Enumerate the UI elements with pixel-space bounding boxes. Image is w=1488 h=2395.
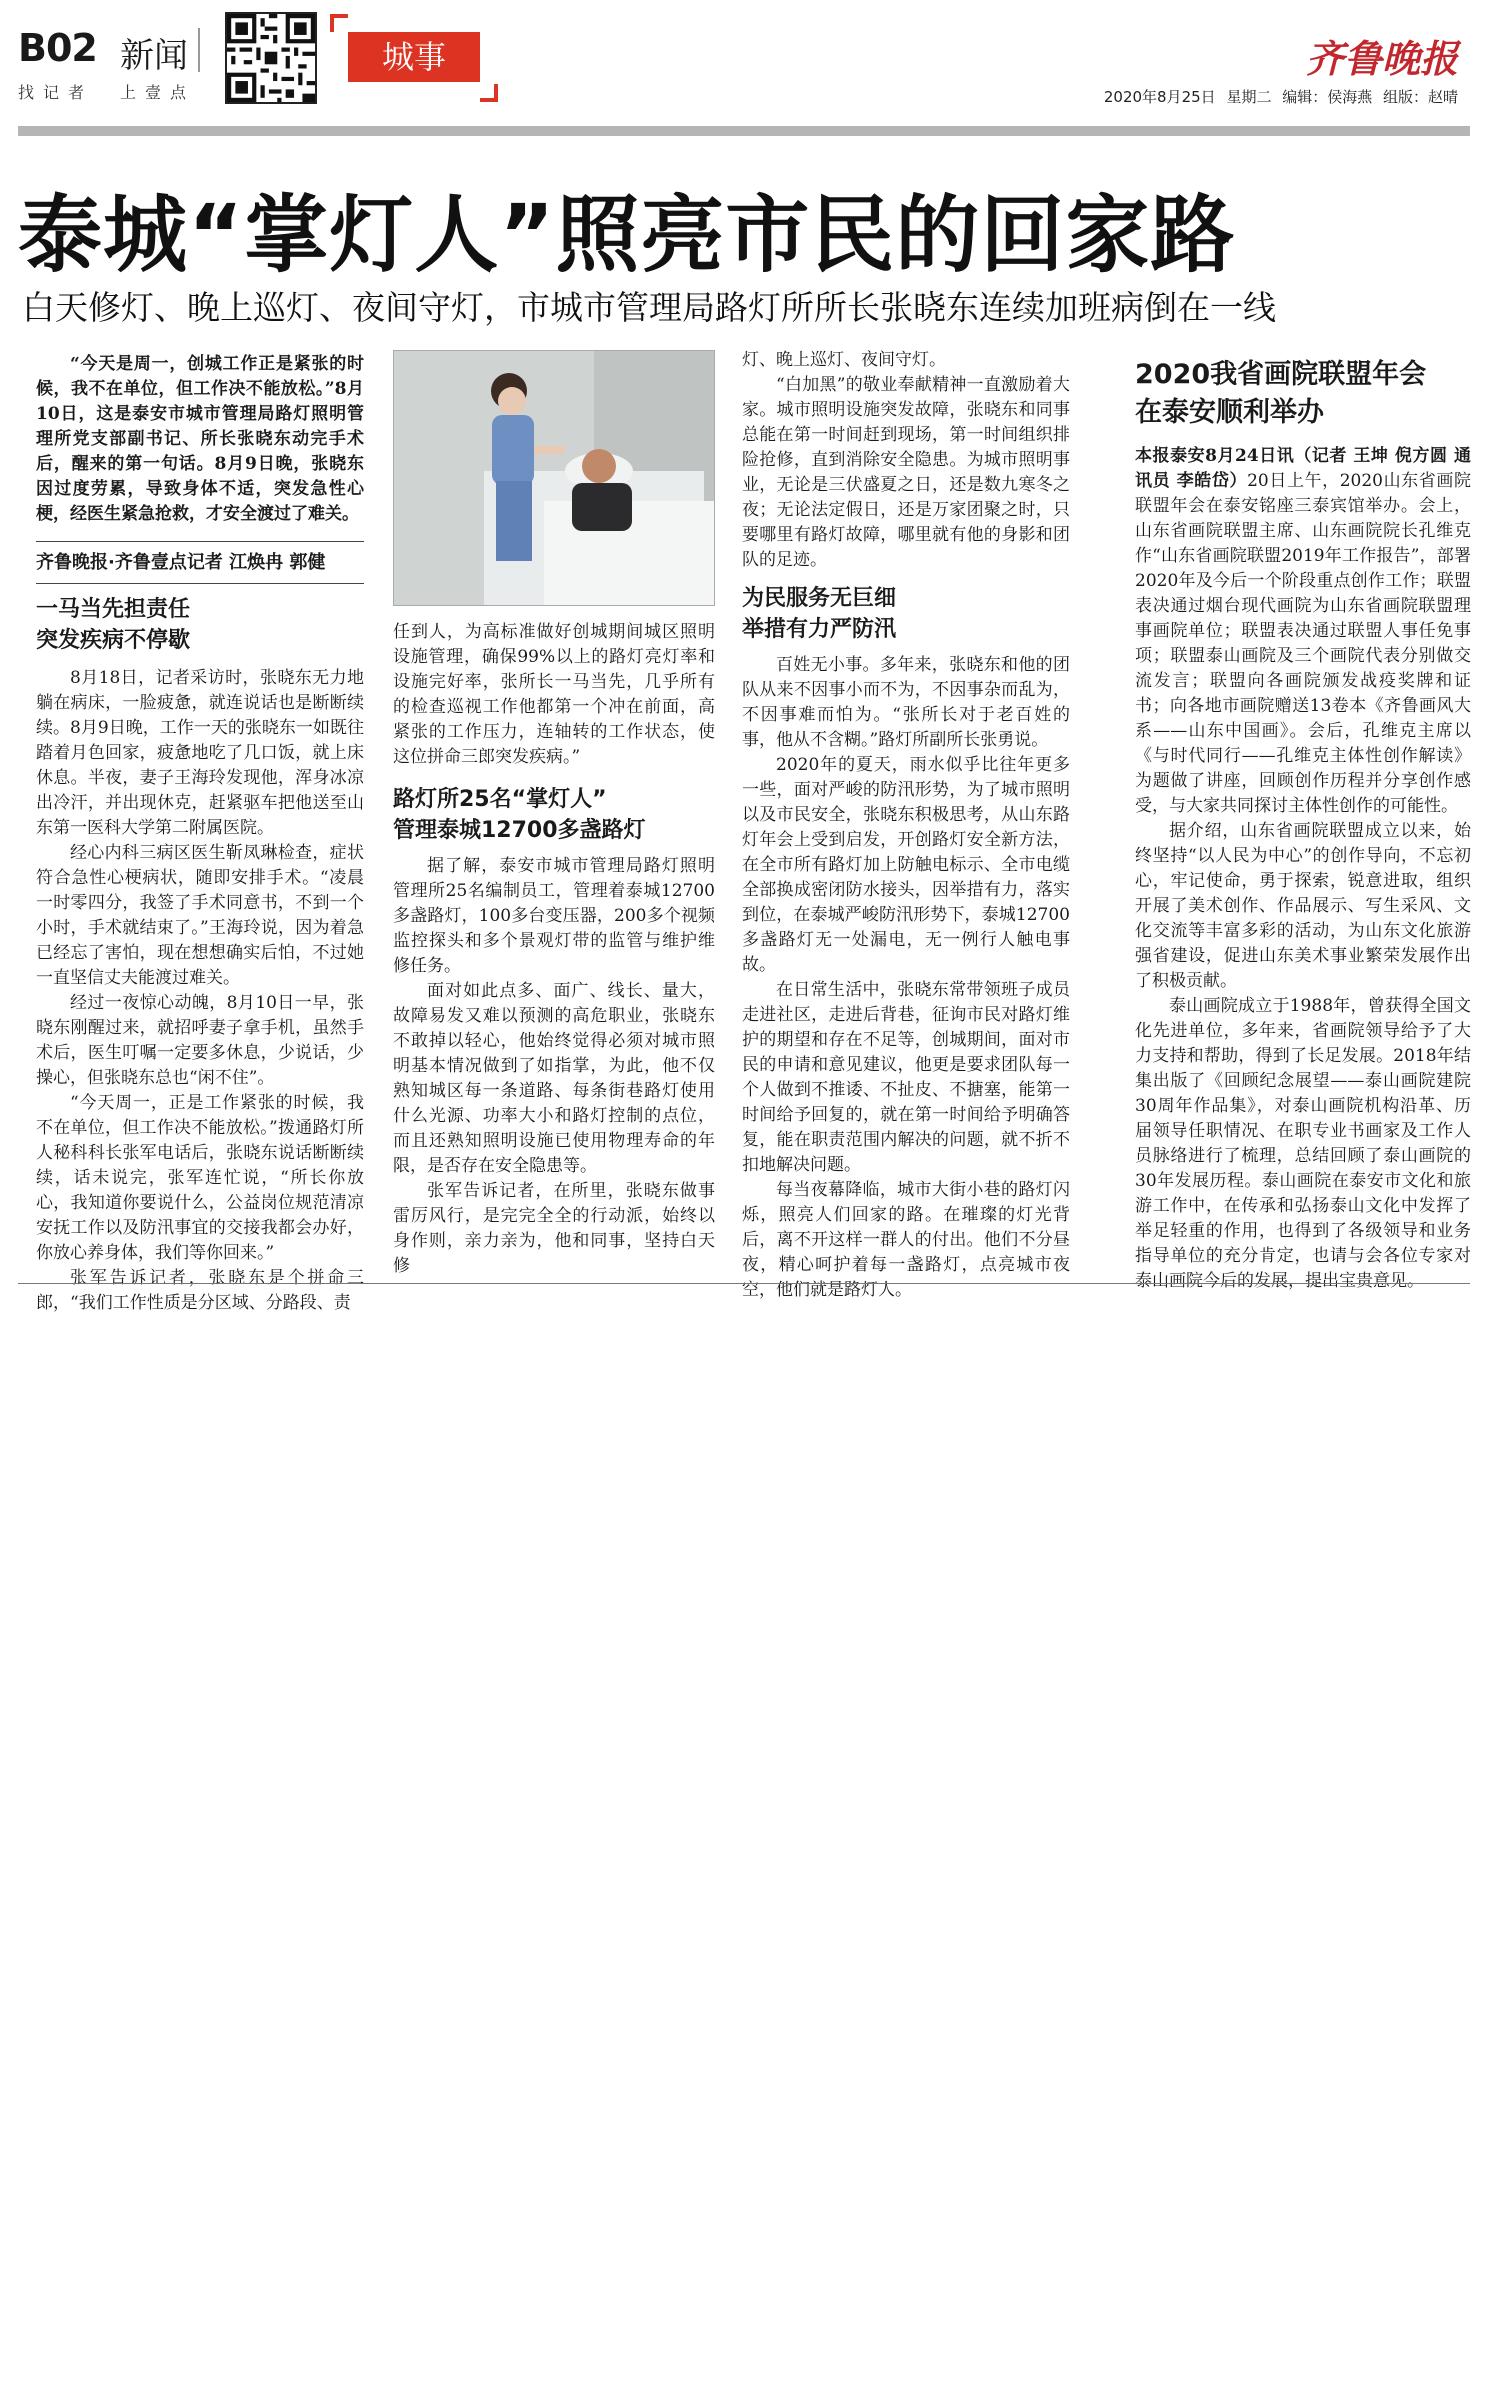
article-byline: 齐鲁晚报·齐鲁壹点记者 江焕冉 郭健 (36, 552, 326, 573)
article-paragraph: “今天周一，正是工作紧张的时候，我不在单位，但工作决不能放松。”拨通路灯所人秘科科长张军电话后，张晓东说话断断续续，话未说完，张军连忙说，“所长你放心，我知道你要说什么，公益岗位规范清凉安抚工作以及防汛事宜的交接我都会办好，你放心养身体，我们等你回来。” (36, 1093, 364, 1263)
article-paragraph: 据介绍，山东省画院联盟成立以来，始终坚持“以人民为中心”的创作导向，不忘初心，牢记使命，勇于探索，锐意进取，组织开展了美术创作、作品展示、写生采风、文化交流等丰富多彩的活动，为山东文化旅游强省建设，促进山东美术事业繁荣发展作出了积极贡献。 (1135, 821, 1471, 991)
category-label: 城事 (348, 32, 480, 82)
qr-code-icon[interactable] (225, 12, 317, 104)
column-2-body (393, 854, 715, 1279)
issue-meta: 2020年8月25日 星期二 编辑：侯海燕 组版：赵晴 (1103, 88, 1458, 106)
article-paragraph: 经过一夜惊心动魄，8月10日一早，张晓东刚醒过来，就招呼妻子拿手机，虽然手术后，医生叮嘱一定要多休息，少说话，少操心，但张晓东总也“闲不住”。 (36, 993, 364, 1088)
article-paragraph: 灯、晚上巡灯、夜间守灯。 (742, 350, 946, 370)
category-banner (330, 14, 498, 102)
section-heading: 路灯所25名“掌灯人” 管理泰城12700多盏路灯 (393, 787, 646, 843)
article-paragraph: 张军告诉记者，在所里，张晓东做事雷厉风行，是完完全全的行动派，始终以身作则，亲力亲为，他和同事，坚持白天修 (393, 1181, 715, 1276)
hospital-photo (393, 350, 715, 606)
side-article-paragraphs (1135, 819, 1471, 1294)
section-heading: 为民服务无巨细 举措有力严防汛 (742, 586, 897, 642)
side-article-paragraph: 20日上午，2020山东省画院联盟年会在泰安铭座三泰宾馆举办。会上，山东省画院联盟主席、山东画院院长孔维克作“山东省画院联盟2019年工作报告”，部署2020年及今后一个阶段重点创作工作；联盟表决通过烟台现代画院为山东省画院联盟理事画院单位；联盟表决通过联盟人事任免事项；联盟泰山画院及三个画院代表分别做交流发言；联盟向各画院颁发战疫奖牌和证书；向各地市画院赠送13卷本《齐鲁画风大系——山东中国画》。会后，孔维克主席以《与时代同行——孔维克主体性创作解读》为题做了讲座，回顾创作历程并分享创作感受，与大家共同探讨主体性创作的可能性。 (1135, 471, 1471, 816)
page-number: B02 (18, 26, 97, 70)
header-divider (198, 28, 200, 72)
qr-code-graphic (227, 14, 315, 102)
corner-bracket-top-left (330, 14, 348, 32)
footer-rule (18, 1283, 1470, 1284)
article-paragraph: 据了解，泰安市城市管理局路灯照明管理所25名编制员工，管理着泰城12700多盏路灯，100多台变压器，200多个视频监控探头和多个景观灯带的监管与维护维修任务。 (393, 856, 715, 976)
article-column-1 (36, 352, 364, 1316)
article-paragraph: “白加黑”的敬业奉献精神一直激励着大家。城市照明设施突发故障，张晓东和同事总能在第一时间赶到现场，第一时间组织排险抢修，直到消除安全隐患。为城市照明事业，无论是三伏盛夏之日，还是数九寒冬之夜；无论法定假日，还是万家团聚之时，只要哪里有路灯故障，哪里就有他的身影和团队的足迹。 (742, 375, 1070, 570)
article-paragraph: 面对如此点多、面广、线长、量大，故障易发又难以预测的高危职业，张晓东不敢掉以轻心，他始终觉得必须对城市照明基本情况做到了如指掌，为此，他不仅熟知城区每一条道路、每条街巷路灯使用什么光源、功率大小和路灯控制的点位，而且还熟知照明设施已使用物理寿命的年限，是否存在安全隐患等。 (393, 981, 715, 1176)
side-article-title: 2020我省画院联盟年会 在泰安顺利举办 (1135, 359, 1427, 428)
article-paragraph: 任到人，为高标准做好创城期间城区照明设施管理，确保99%以上的路灯亮灯率和设施完好率，张所长一马当先，几乎所有的检查巡视工作他都第一个冲在前面，高紧张的工作压力，连轴转的工作状态，使这位拼命三郎突发疾病。” (393, 622, 715, 767)
section-heading: 一马当先担责任 突发疾病不停歇 (36, 597, 191, 653)
sub-headline: 白天修灯、晚上巡灯、夜间守灯，市城市管理局路灯所所长张晓东连续加班病倒在一线 (22, 288, 1276, 327)
newspaper-logo: 齐鲁晚报 (1305, 36, 1458, 81)
column-1-body (36, 666, 364, 1316)
article-paragraph: 百姓无小事。多年来，张晓东和他的团队从来不因事小而不为，不因事杂而乱为，不因事难而怕为。“张所长对于老百姓的事，他从不含糊。”路灯所副所长张勇说。 (742, 655, 1070, 750)
column-3-body-top (742, 348, 1070, 573)
tagline-left: 找记者 (18, 83, 94, 102)
corner-bracket-bottom-right (480, 84, 498, 102)
article-paragraph: 在日常生活中，张晓东常带领班子成员走进社区，走进后背巷，征询市民对路灯维护的期望和存在不足等，创城期间，面对市民的申请和意见建议，他更是要求团队每一个人做到不推诿、不扯皮、不搪塞，能第一时间给予回复的，就在第一时间给予明确答复，能在职责范围内解决的问题，就不折不扣地解决问题。 (742, 980, 1070, 1175)
article-column-3 (742, 348, 1070, 1303)
side-article-first-paragraph (1135, 444, 1471, 819)
lead-divider (36, 541, 364, 542)
tagline-right: 上壹点 (120, 83, 196, 102)
column-2-body-top (393, 620, 715, 770)
article-paragraph: 泰山画院成立于1988年，曾获得全国文化先进单位，多年来，省画院领导给予了大力支持和帮助，得到了长足发展。2018年结集出版了《回顾纪念展望——泰山画院建院30周年作品集》，对泰山画院机构沿革、历届领导任职情况、在职专业书画家及工作人员脉络进行了梳理，总结回顾了泰山画院的30年发展历程。泰山画院在泰安市文化和旅游工作中，在传承和弘扬泰山文化中发挥了举足轻重的作用，也得到了各级领导和业务指导单位的充分肯定，也请与会各位专家对泰山画院今后的发展，提出宝贵意见。 (1135, 996, 1471, 1291)
section-name: 新闻 (120, 36, 188, 76)
main-headline: 泰城“掌灯人”照亮市民的回家路 (18, 186, 1236, 284)
side-article-body (1135, 444, 1471, 1294)
article-paragraph: 张军告诉记者，张晓东是个拼命三郎，“我们工作性质是分区域、分路段、责 (36, 1268, 364, 1313)
article-paragraph: 每当夜幕降临，城市大街小巷的路灯闪烁，照亮人们回家的路。在璀璨的灯光背后，离不开这样一群人的付出。他们不分昼夜，精心呵护着每一盏路灯，点亮城市夜空，他们就是路灯人。 (742, 1180, 1070, 1300)
lead-paragraph: “今天是周一，创城工作正是紧张的时候，我不在单位，但工作决不能放松。”8月10日，这是泰安市城市管理局路灯照明管理所党支部副书记、所长张晓东动完手术后，醒来的第一句话。8月9日晚，张晓东因过度劳累，导致身体不适，突发急性心梗，经医生紧急抢救，才安全渡过了难关。 (36, 354, 364, 524)
article-paragraph: 8月18日，记者采访时，张晓东无力地躺在病床，一脸疲惫，就连说话也是断断续续。8月9日晚，工作一天的张晓东一如既往踏着月色回家，疲惫地吃了几口饭，就上床休息。半夜，妻子王海玲发现他，浑身冰凉出冷汗，并出现休克，赶紧驱车把他送至山东第一医科大学第二附属医院。 (36, 668, 364, 838)
photo-illustration (394, 351, 714, 605)
header-rule (18, 126, 1470, 136)
article-column-2 (393, 620, 715, 1279)
article-paragraph: 经心内科三病区医生靳凤琳检查，症状符合急性心梗病状，随即安排手术。“凌晨一时零四分，我签了手术同意书，不到一个小时，手术就结束了。”王海玲说，因为着急已经忘了害怕，现在想想确实后怕，不过她一直坚信丈夫能渡过难关。 (36, 843, 364, 988)
column-3-body (742, 653, 1070, 1303)
byline-divider (36, 583, 364, 584)
side-article-byline: 本报泰安8月24日讯（记者 王坤 倪方圆 通讯员 李皓岱） (1135, 446, 1471, 491)
article-paragraph: 2020年的夏天，雨水似乎比往年更多一些，面对严峻的防汛形势，为了城市照明以及市民安全，张晓东积极思考，从山东路灯年会上受到启发，开创路灯安全新方法，在全市所有路灯加上防触电标示、全市电缆全部换成密闭防水接头，因举措有力，落实到位，在泰城严峻防汛形势下，泰城12700多盏路灯无一处漏电，无一例行人触电事故。 (742, 755, 1070, 975)
